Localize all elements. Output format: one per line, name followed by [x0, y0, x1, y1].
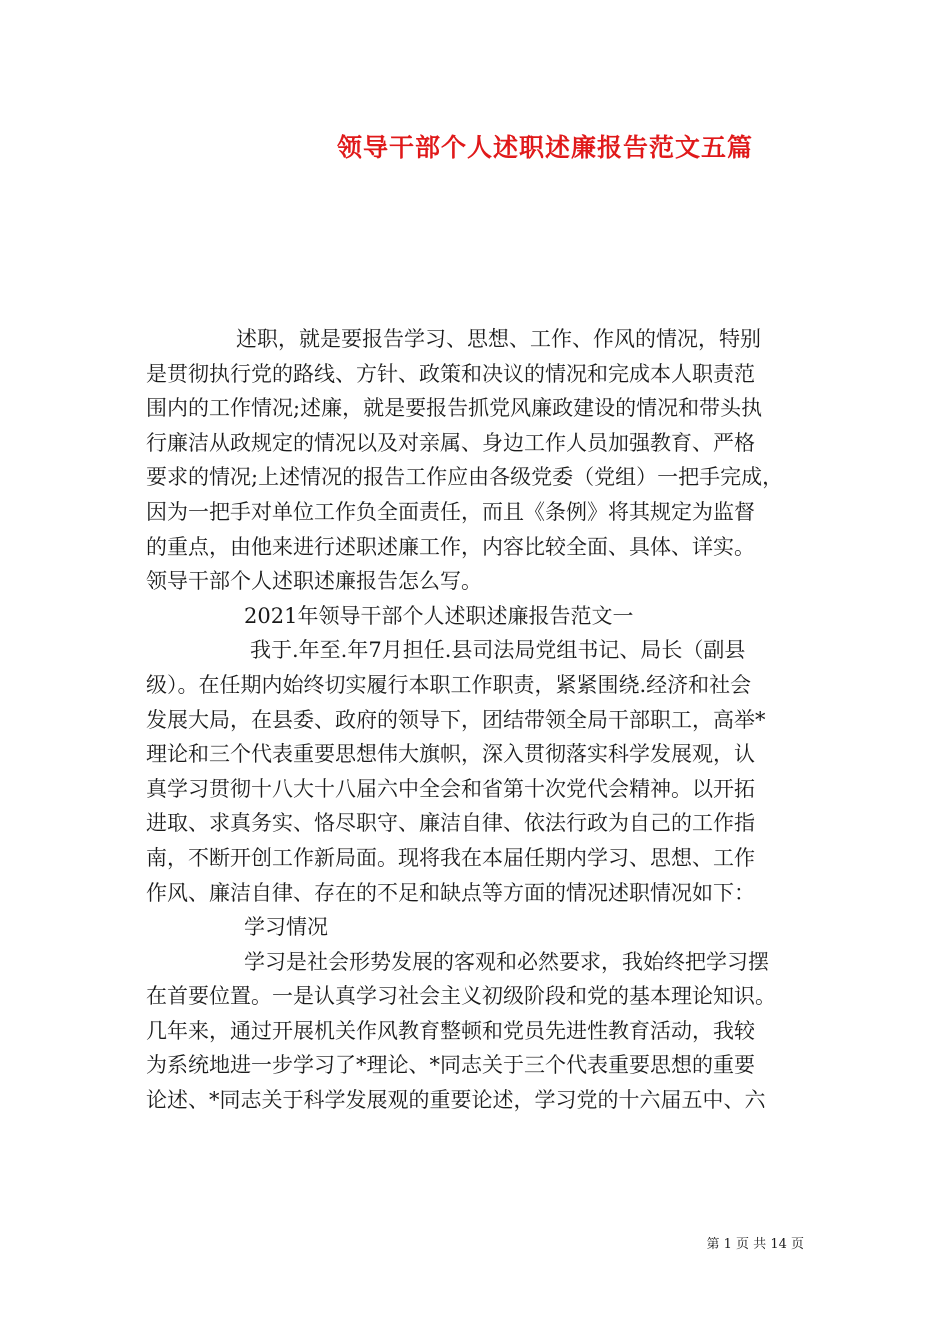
paragraph-line: 要求的情况;上述情况的报告工作应由各级党委（党组）一把手完成，: [146, 465, 784, 490]
paragraph-line: 论述、*同志关于科学发展观的重要论述，学习党的十六届五中、六: [146, 1088, 766, 1113]
paragraph-line: 述职，就是要报告学习、思想、工作、作风的情况，特别: [236, 327, 761, 351]
paragraph-line: 几年来，通过开展机关作风教育整顿和党员先进性教育活动，我较: [146, 1018, 755, 1043]
paragraph-line: 围内的工作情况;述廉，就是要报告抓党风廉政建设的情况和带头执: [146, 396, 763, 421]
paragraph-line: 进取、求真务实、恪尽职守、廉洁自律、依法行政为自己的工作指: [146, 811, 755, 836]
paragraph-line: 的重点，由他来进行述职述廉工作，内容比较全面、具体、详实。: [146, 534, 755, 559]
paragraph-line: 为系统地进一步学习了*理论、*同志关于三个代表重要思想的重要: [146, 1053, 755, 1078]
paragraph-line: 南，不断开创工作新局面。现将我在本届任期内学习、思想、工作: [146, 845, 755, 870]
document-title: 领导干部个人述职述廉报告范文五篇: [336, 133, 753, 162]
paragraph-line: 发展大局，在县委、政府的领导下，团结带领全局干部职工，高举*: [146, 707, 766, 732]
page-number: 第 1 页 共 14 页: [706, 1237, 804, 1252]
paragraph-line: 我于.年至.年7月担任.县司法局党组书记、局长（副县: [250, 638, 746, 663]
paragraph-line: 行廉洁从政规定的情况以及对亲属、身边工作人员加强教育、严格: [146, 430, 755, 455]
paragraph-line: 理论和三个代表重要思想伟大旗帜，深入贯彻落实科学发展观，认: [146, 742, 755, 767]
paragraph-line: 领导干部个人述职述廉报告怎么写。: [146, 569, 482, 594]
section-heading: 2021年领导干部个人述职述廉报告范文一: [244, 603, 634, 628]
paragraph-line: 因为一把手对单位工作负全面责任，而且《条例》将其规定为监督: [146, 499, 755, 524]
paragraph-line: 级）。在任期内始终切实履行本职工作职责，紧紧围绕.经济和社会: [146, 672, 752, 697]
section-heading: 学习情况: [244, 915, 328, 940]
paragraph-line: 真学习贯彻十八大十八届六中全会和省第十次党代会精神。以开拓: [146, 776, 755, 801]
paragraph-line: 在首要位置。一是认真学习社会主义初级阶段和党的基本理论知识。: [146, 984, 776, 1009]
paragraph-line: 是贯彻执行党的路线、方针、政策和决议的情况和完成本人职责范: [146, 361, 755, 386]
document-body: [146, 322, 806, 1118]
paragraph-line: 学习是社会形势发展的客观和必然要求，我始终把学习摆: [244, 949, 769, 974]
paragraph-line: 作风、廉洁自律、存在的不足和缺点等方面的情况述职情况如下：: [146, 880, 755, 905]
